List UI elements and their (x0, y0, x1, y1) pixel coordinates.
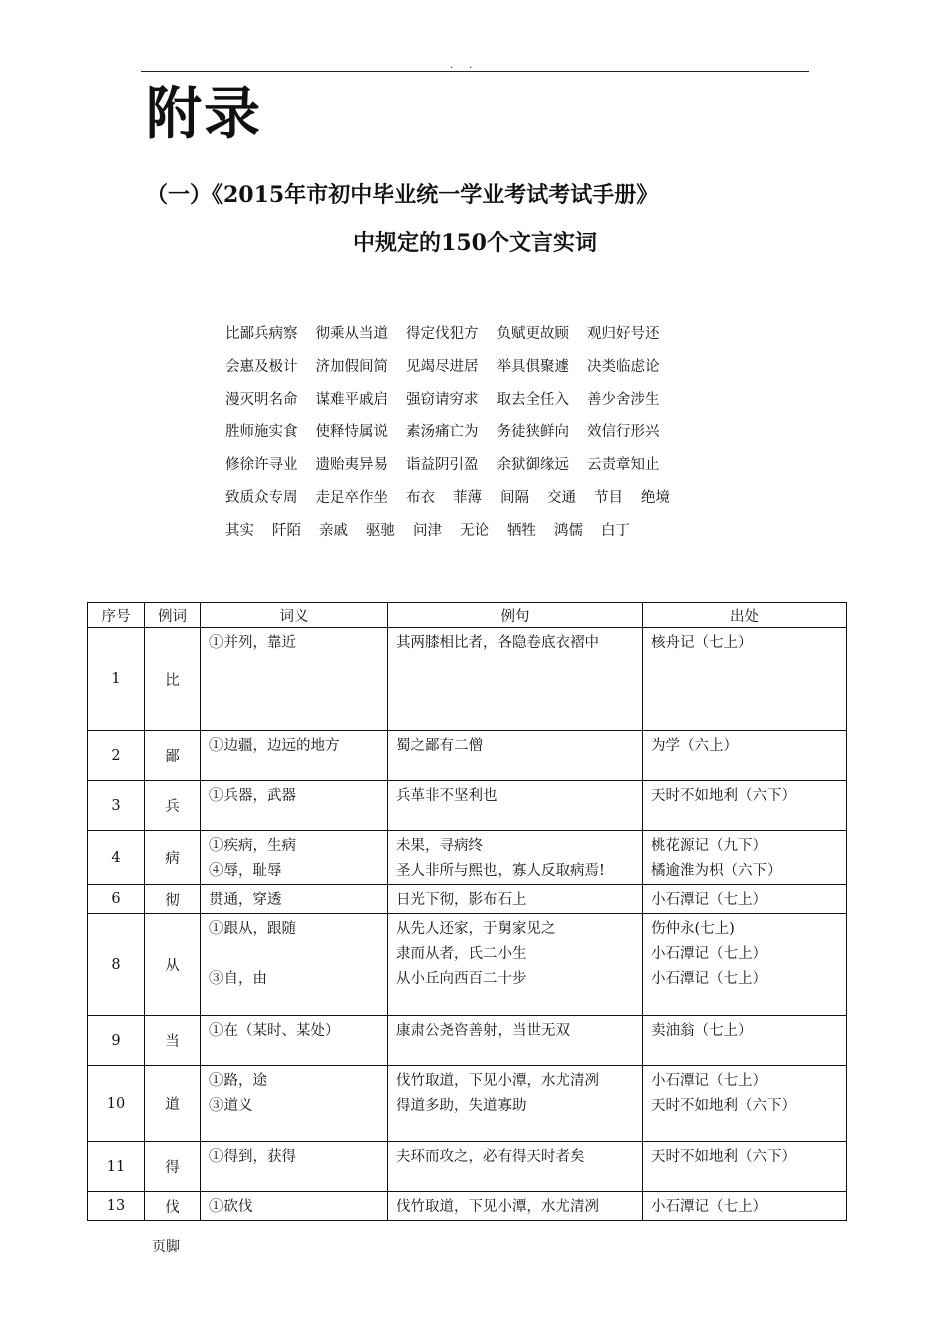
word-list-line (225, 420, 745, 453)
section-title-line1: （一）《2015年市初中毕业统一学业考试考试手册》 (146, 182, 659, 208)
source-cell (643, 1016, 847, 1066)
example-cell (388, 831, 643, 885)
word-list-line (225, 388, 745, 421)
meaning-cell (201, 1016, 388, 1066)
row-word: 当 (145, 1016, 201, 1066)
meaning-cell (201, 1142, 388, 1192)
source-cell (643, 1066, 847, 1142)
table-row (88, 831, 847, 885)
example-line: 伐竹取道，下见小潭，水尤清冽 (396, 1199, 599, 1215)
word-group: 漫灭明名命 (225, 391, 298, 408)
row-word: 伐 (145, 1192, 201, 1221)
word-group: 驱驰 (366, 522, 395, 539)
word-group: 见竭尽进居 (406, 358, 479, 375)
word-list-line (225, 355, 745, 388)
word-group: 诣益阴引盈 (406, 457, 479, 474)
row-word: 病 (145, 831, 201, 885)
word-list-line (225, 453, 745, 486)
row-number: 11 (88, 1142, 145, 1192)
source-line: 小石潭记（七上） (651, 1073, 767, 1089)
word-group: 修徐许寻业 (225, 457, 298, 474)
meaning-line: ①边疆，边远的地方 (209, 738, 340, 754)
source-line: 橘逾淮为枳（六下） (651, 863, 782, 879)
meaning-line: ④辱，耻辱 (209, 863, 282, 879)
word-group: 绝境 (641, 489, 670, 506)
word-group: 交通 (547, 489, 576, 506)
meaning-line: ③自，由 (209, 971, 267, 987)
source-cell (643, 1192, 847, 1221)
source-cell (643, 628, 847, 731)
example-line: 得道多助，失道寡助 (396, 1098, 527, 1114)
source-line: 核舟记（七上） (651, 635, 753, 651)
example-line: 蜀之鄙有二僧 (396, 738, 483, 754)
example-line: 其两膝相比者，各隐卷底衣褶中 (396, 635, 599, 651)
word-group: 布衣 (406, 489, 435, 506)
word-group: 强窃请穷求 (406, 391, 479, 408)
col-header-example: 例句 (388, 603, 643, 628)
word-list-line (225, 519, 745, 552)
word-group: 会惠及极计 (225, 358, 298, 375)
word-group: 牺牲 (507, 522, 536, 539)
table-row (88, 781, 847, 831)
word-group: 观归好号还 (587, 326, 660, 342)
word-group: 问津 (413, 522, 442, 539)
meaning-cell (201, 731, 388, 781)
table-row (88, 628, 847, 731)
example-line: 兵革非不坚利也 (396, 788, 498, 804)
row-number: 2 (88, 731, 145, 781)
row-number: 4 (88, 831, 145, 885)
source-line: 桃花源记（九下） (651, 838, 767, 854)
word-list-line (225, 322, 745, 355)
meaning-line: ①疾病，生病 (209, 838, 296, 854)
word-group: 致质众专周 (225, 489, 298, 506)
word-group: 使释恃属说 (315, 424, 388, 441)
table-row (88, 914, 847, 1016)
meaning-line (209, 942, 387, 967)
word-group: 节目 (594, 489, 623, 506)
example-line: 未果，寻病终 (396, 838, 483, 854)
row-word: 道 (145, 1066, 201, 1142)
row-number: 8 (88, 914, 145, 1016)
word-group: 余狱御缘远 (496, 457, 569, 474)
example-cell (388, 1142, 643, 1192)
meaning-line: ①兵器，武器 (209, 788, 296, 804)
row-number: 9 (88, 1016, 145, 1066)
word-group: 走足卒作坐 (315, 489, 388, 506)
word-group: 胜师施实食 (225, 424, 298, 441)
table-row (88, 1016, 847, 1066)
source-line: 天时不如地利（六下） (651, 788, 796, 804)
example-line: 圣人非所与熙也，寡人反取病焉! (396, 863, 605, 879)
word-group: 亲戚 (319, 522, 348, 539)
example-cell (388, 885, 643, 914)
source-line: 小石潭记（七上） (651, 892, 767, 908)
word-group: 善少舍涉生 (587, 391, 660, 408)
meaning-line: ①砍伐 (209, 1199, 253, 1215)
example-line: 隶而从者，氏二小生 (396, 946, 527, 962)
row-number: 10 (88, 1066, 145, 1142)
meaning-line: 贯通，穿透 (209, 892, 282, 908)
word-group: 素汤痛亡为 (406, 424, 479, 441)
word-group: 遗贻夷异易 (315, 457, 388, 474)
word-group: 彻乘从当道 (315, 326, 388, 342)
row-word: 鄙 (145, 731, 201, 781)
page-footer: 页脚 (152, 1239, 180, 1255)
source-line: 卖油翁（七上） (651, 1023, 753, 1039)
word-group: 效信行形兴 (587, 424, 660, 441)
row-number: 6 (88, 885, 145, 914)
table-row (88, 1142, 847, 1192)
source-cell (643, 885, 847, 914)
word-group: 无论 (460, 522, 489, 539)
word-group: 鸿儒 (554, 522, 583, 539)
source-line: 小石潭记（七上） (651, 946, 767, 962)
example-cell (388, 628, 643, 731)
source-cell (643, 781, 847, 831)
section-title-line2: 中规定的150个文言实词 (353, 230, 597, 256)
row-word: 得 (145, 1142, 201, 1192)
col-header-word: 例词 (145, 603, 201, 628)
word-group: 菲薄 (453, 489, 482, 506)
source-line: 为学（六上） (651, 738, 738, 754)
row-word: 兵 (145, 781, 201, 831)
row-number: 1 (88, 628, 145, 731)
example-cell (388, 1066, 643, 1142)
header-dots: . . (450, 58, 479, 71)
source-cell (643, 914, 847, 1016)
source-cell (643, 731, 847, 781)
example-cell (388, 731, 643, 781)
source-line: 小石潭记（七上） (651, 1199, 767, 1215)
table-header-row (88, 603, 847, 628)
table-row (88, 1066, 847, 1142)
word-group: 取去全任入 (496, 391, 569, 408)
row-number: 3 (88, 781, 145, 831)
word-group: 云责章知止 (587, 457, 660, 474)
meaning-cell (201, 885, 388, 914)
row-word: 比 (145, 628, 201, 731)
table-row (88, 885, 847, 914)
word-group: 其实 (225, 522, 254, 539)
word-list (225, 322, 745, 552)
page-heading: 附录 (146, 82, 262, 147)
example-cell (388, 914, 643, 1016)
meaning-cell (201, 1066, 388, 1142)
word-group: 负赋更故顾 (496, 326, 569, 342)
example-line: 夫环而攻之，必有得天时者矣 (396, 1149, 585, 1165)
source-cell (643, 1142, 847, 1192)
meaning-line: ①得到，获得 (209, 1149, 296, 1165)
word-group: 阡陌 (272, 522, 301, 539)
word-list-line (225, 486, 745, 519)
row-word: 从 (145, 914, 201, 1016)
source-line: 天时不如地利（六下） (651, 1098, 796, 1114)
word-group: 白丁 (601, 522, 630, 539)
word-group: 决类临虑论 (587, 358, 660, 375)
source-line: 伤仲永(七上) (651, 921, 735, 937)
col-header-meaning: 词义 (201, 603, 388, 628)
word-group: 济加假间简 (315, 358, 388, 375)
meaning-cell (201, 831, 388, 885)
meaning-cell (201, 1192, 388, 1221)
table-row (88, 731, 847, 781)
meaning-line: ③道义 (209, 1098, 253, 1114)
example-line: 日光下彻，影布石上 (396, 892, 527, 908)
word-group: 得定伐犯方 (406, 326, 479, 342)
example-line: 从小丘向西百二十步 (396, 971, 527, 987)
meaning-cell (201, 914, 388, 1016)
word-group: 举具俱聚遽 (496, 358, 569, 375)
example-line: 伐竹取道，下见小潭，水尤清冽 (396, 1073, 599, 1089)
col-header-num: 序号 (88, 603, 145, 628)
word-group: 谋难平戚启 (315, 391, 388, 408)
meaning-line: ①并列，靠近 (209, 635, 296, 651)
example-cell (388, 781, 643, 831)
row-word: 彻 (145, 885, 201, 914)
source-line: 天时不如地利（六下） (651, 1149, 796, 1165)
vocabulary-table (87, 602, 847, 1221)
example-line: 康肃公尧咨善射，当世无双 (396, 1023, 570, 1039)
source-line: 小石潭记（七上） (651, 971, 767, 987)
row-number: 13 (88, 1192, 145, 1221)
word-group: 比鄙兵病察 (225, 326, 298, 342)
example-line: 从先人还家，于舅家见之 (396, 921, 556, 937)
meaning-cell (201, 628, 388, 731)
meaning-line: ①路，途 (209, 1073, 267, 1089)
source-cell (643, 831, 847, 885)
word-group: 务徒狭鲜向 (496, 424, 569, 441)
meaning-line: ①在（某时、某处） (209, 1023, 340, 1039)
col-header-source: 出处 (643, 603, 847, 628)
word-group: 间隔 (500, 489, 529, 506)
example-cell (388, 1192, 643, 1221)
example-cell (388, 1016, 643, 1066)
table-row (88, 1192, 847, 1221)
meaning-cell (201, 781, 388, 831)
meaning-line: ①跟从，跟随 (209, 921, 296, 937)
